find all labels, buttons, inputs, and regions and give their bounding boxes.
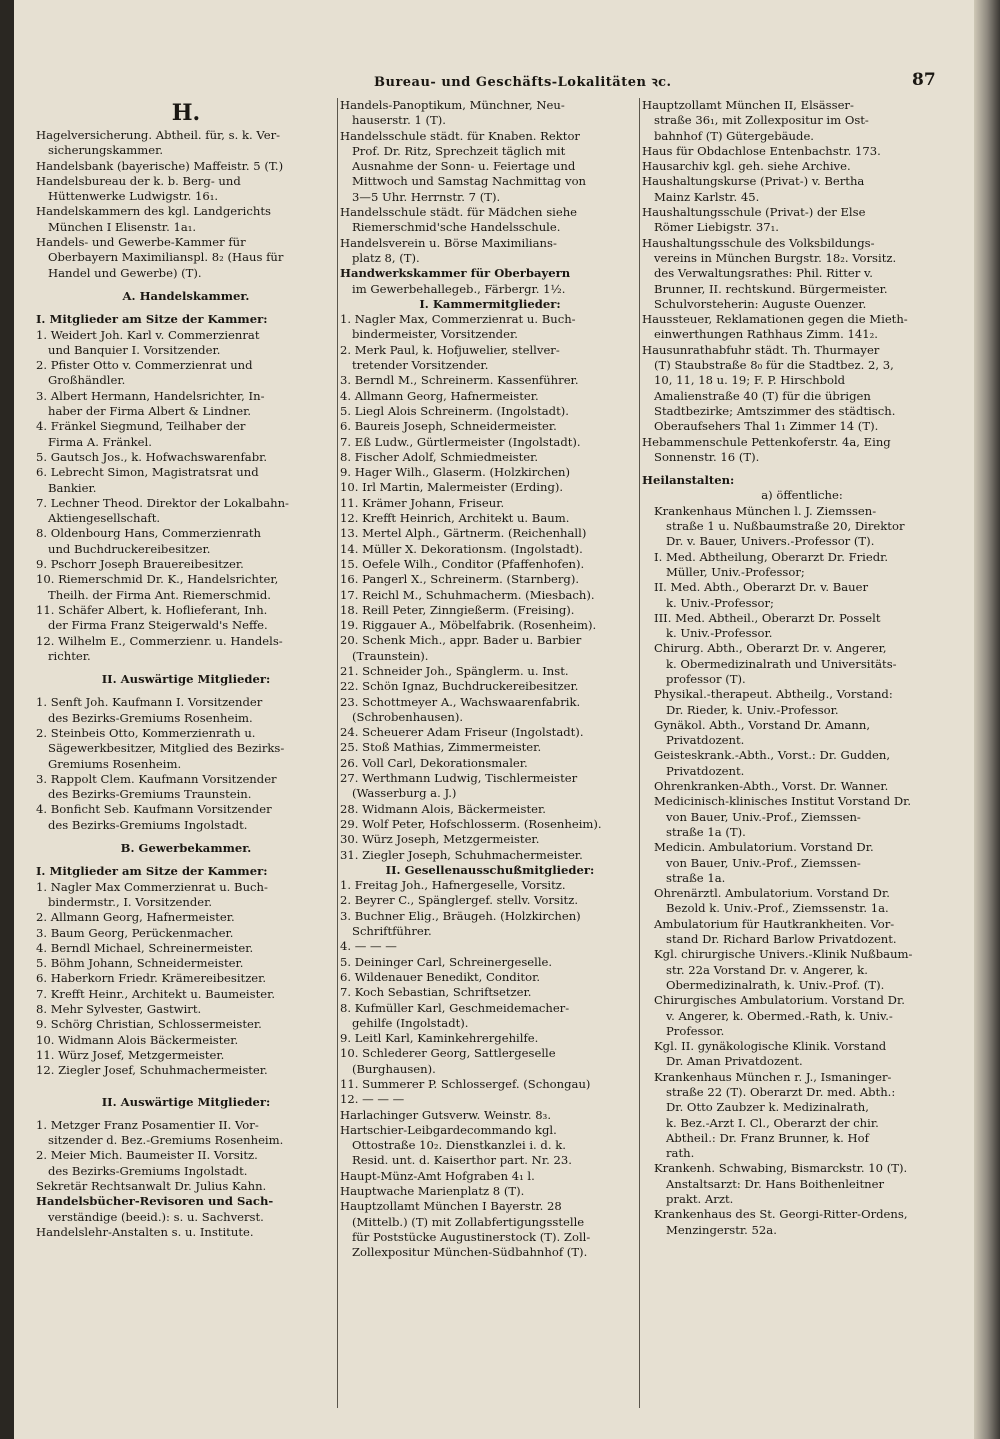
text-line: Handelskammern des kgl. Landgerichts [36,204,271,219]
text-line: Privatdozent. [666,763,745,778]
text-line: 23. Schottmeyer A., Wachswaarenfabrik. [340,694,581,709]
text-line: Mittwoch und Samstag Nachmittag von [352,174,587,189]
text-line: von Bauer, Univ.-Prof., Ziemssen- [666,809,861,824]
text-line: sitzender d. Bez.-Gremiums Rosenheim. [48,1133,284,1148]
spacer [36,1110,336,1118]
text-line: H. [171,100,201,126]
running-title: Bureau- und Geschäfts-Lokalitäten ꝛc. [374,75,672,90]
text-line: 10, 11, 18 u. 19; F. P. Hirschbold [654,373,846,388]
text-line: 4. Fränkel Siegmund, Teilhaber der [36,419,246,434]
text-line: straße 22 (T). Oberarzt Dr. med. Abth.: [666,1085,896,1099]
text-line: Sägewerkbesitzer, Mitglied des Bezirks- [48,741,285,756]
text-line: der Firma Franz Steigerwald's Neffe. [48,618,268,633]
text-line: von Bauer, Univ.-Prof., Ziemssen- [666,855,861,870]
text-line: 3. Buchner Elig., Bräugeh. (Holzkirchen) [340,908,581,923]
text-line: Riemerschmid'sche Handelsschule. [352,220,561,235]
text-line: 22. Schön Ignaz, Buchdruckereibesitzer. [340,679,579,694]
text-line: Handelsbücher-Revisoren und Sach- [36,1194,274,1209]
text-line: 5. Gautsch Jos., k. Hofwachswarenfabr. [36,449,268,464]
text-line: bindermeister, Vorsitzender. [352,327,518,342]
text-line: Hausarchiv kgl. geh. siehe Archive. [642,159,851,174]
text-line: Handelsschule städt. für Mädchen siehe [340,205,578,220]
text-line: 11. Krämer Johann, Friseur. [340,495,505,510]
text-line: sicherungskammer. [48,143,164,158]
text-line: Ambulatorium für Hautkrankheiten. Vor- [654,916,895,931]
text-line: k. Obermedizinalrath und Universitäts- [666,656,897,671]
text-line: 2. Merk Paul, k. Hofjuwelier, stellver- [340,342,560,357]
spacer [36,664,336,672]
text-line: Ausnahme der Sonn- u. Feiertage und [352,159,576,174]
text-line: Aktiengesellschaft. [48,511,161,526]
text-line: 1. Freitag Joh., Hafnergeselle, Vorsitz. [340,878,566,893]
text-line: 7. Koch Sebastian, Schriftsetzer. [340,985,532,1000]
text-line: Firma A. Fränkel. [48,434,152,449]
text-line: Resid. unt. d. Kaiserthor part. Nr. 23. [352,1153,572,1168]
text-line: 3. Baum Georg, Perückenmacher. [36,925,234,940]
text-line: Mainz Karlstr. 45. [654,189,760,204]
text-line: 27. Werthmann Ludwig, Tischlermeister [340,771,578,786]
text-line: Hausunrathabfuhr städt. Th. Thurmayer [642,342,880,357]
text-line: Theilh. der Firma Ant. Riemerschmid. [48,587,271,602]
text-line: Dr. Aman Privatdozent. [666,1054,803,1069]
text-line: bindermstr., I. Vorsitzender. [48,894,213,909]
text-line: II. Auswärtige Mitglieder: [101,672,271,687]
text-line: Sekretär Rechtsanwalt Dr. Julius Kahn. [36,1179,267,1193]
text-line: k. Bez.-Arzt I. Cl., Oberarzt der chir. [666,1115,879,1130]
text-line: 14. Müller X. Dekorationsm. (Ingolstadt). [340,541,583,556]
text-line: und Banquier I. Vorsitzender. [48,342,221,357]
text-line: 2. Allmann Georg, Hafnermeister. [36,910,235,925]
text-line: 30. Würz Joseph, Metzgermeister. [340,832,540,847]
text-line: 6. Lebrecht Simon, Magistratsrat und [36,465,259,480]
text-line: Medicinisch-klinisches Institut Vorstand Dr. [654,794,912,809]
text-line: (Wasserburg a. J.) [352,786,457,801]
text-line: 7. Eß Ludw., Gürtlermeister (Ingolstadt). [340,434,581,449]
text-line: Handels- und Gewerbe-Kammer für [36,235,246,250]
text-line: 2. Pfister Otto v. Commerzienrat und [36,358,253,373]
text-line: 15. Oefele Wilh., Conditor (Pfaffenhofen). [340,556,585,571]
text-line: Handelsbureau der k. b. Berg- und [36,173,241,188]
text-line: Handwerkskammer für Oberbayern [340,266,571,281]
text-line: Ohrenkranken-Abth., Vorst. Dr. Wanner. [654,779,889,794]
text-line: Krankenhaus München r. J., Ismaninger- [654,1069,892,1084]
text-line: Chirurgisches Ambulatorium. Vorstand Dr. [654,993,905,1008]
text-line: Anstaltsarzt: Dr. Hans Boithenleitner [666,1176,885,1191]
text-line: 3. Albert Hermann, Handelsrichter, In- [36,388,265,403]
text-line: (Burghausen). [352,1061,436,1076]
text-line: Römer Liebigstr. 37₁. [654,220,779,235]
text-line: bahnhof (T) Gütergebäude. [654,128,814,143]
text-line: 8. Oldenbourg Hans, Commerzienrath [36,526,262,541]
text-line: 1. Nagler Max Commerzienrat u. Buch- [36,879,268,894]
text-line: 9. Hager Wilh., Glaserm. (Holzkirchen) [340,465,571,480]
text-line: Sonnenstr. 16 (T). [654,449,760,464]
text-line: 2. Beyrer C., Spänglergef. stellv. Vorsitz. [340,893,578,908]
text-line: haber der Firma Albert & Lindner. [48,404,252,419]
text-line: Oberbayern Maximilianspl. 8₂ (Haus für [48,250,284,265]
text-line: 26. Voll Carl, Dekorationsmaler. [340,755,528,770]
text-line: 8. Mehr Sylvester, Gastwirt. [36,1002,202,1017]
text-line: Medicin. Ambulatorium. Vorstand Dr. [654,840,874,855]
text-line: 12. Wilhelm E., Commerzienr. u. Handels- [36,633,283,648]
text-line: Handels-Panoptikum, Münchner, Neu- [340,98,565,112]
text-line: Dr. Otto Zaubzer k. Medizinalrath, [666,1100,869,1115]
text-line: 2. Meier Mich. Baumeister II. Vorsitz. [36,1148,258,1163]
text-line: tretender Vorsitzender. [352,358,489,373]
text-line: Hebammenschule Pettenkoferstr. 4a, Eing [642,434,891,449]
text-line: 3. Rappolt Clem. Kaufmann Vorsitzender [36,771,277,786]
text-line: 4. Berndl Michael, Schreinermeister. [36,940,254,955]
text-line: 10. Riemerschmid Dr. K., Handelsrichter, [36,572,279,587]
text-line: gehilfe (Ingolstadt). [352,1015,469,1030]
text-line: 10. Widmann Alois Bäckermeister. [36,1032,239,1047]
text-line: 6. Haberkorn Friedr. Krämereibesitzer. [36,971,267,986]
text-line: Harlachinger Gutsverw. Weinstr. 8₃. [340,1107,552,1122]
text-line: II. Med. Abth., Oberarzt Dr. v. Bauer [654,580,869,595]
book-gutter [0,0,14,1439]
text-line: (Traunstein). [352,648,429,663]
text-line: 21. Schneider Joh., Spänglerm. u. Inst. [340,663,569,678]
text-line: 5. Liegl Alois Schreinerm. (Ingolstadt). [340,403,569,418]
text-line: Haushaltungskurse (Privat-) v. Bertha [642,174,865,189]
text-line: Physikal.-therapeut. Abtheilg., Vorstand: [654,687,893,702]
text-line: verständige (beeid.): s. u. Sachverst. [48,1209,264,1224]
text-line: München I Elisenstr. 1a₁. [48,219,197,234]
text-line: Handelsschule städt. für Knaben. Rektor [340,128,580,143]
text-line: k. Univ.-Professor; [666,595,774,610]
text-line: v. Angerer, k. Obermed.-Rath, k. Univ.- [666,1008,893,1023]
text-line: I. Med. Abtheilung, Oberarzt Dr. Friedr. [654,549,889,564]
text-line: des Bezirks-Gremiums Rosenheim. [48,710,253,725]
spacer [36,304,336,312]
text-line: I. Kammermitglieder: [419,296,561,311]
text-line: Hauptzollamt München I Bayerstr. 28 [340,1199,562,1214]
text-line: Krankenh. Schwabing, Bismarckstr. 10 (T). [654,1161,908,1176]
text-line: 9. Leitl Karl, Kaminkehrergehilfe. [340,1031,539,1046]
text-line: 13. Mertel Alph., Gärtnerm. (Reichenhall) [340,526,587,541]
text-line: Professor. [666,1023,725,1038]
text-line: 6. Baureis Joseph, Schneidermeister. [340,419,557,434]
text-line: Großhändler. [48,373,126,388]
spacer [36,687,336,695]
text-line: 4. — — — [340,939,397,954]
text-line: 10. Schlederer Georg, Sattlergeselle [340,1046,556,1061]
text-line: 8. Kufmüller Karl, Geschmeidemacher- [340,1000,570,1015]
text-line: Schulvorsteherin: Auguste Ouenzer. [654,296,867,311]
text-line: 12. Krefft Heinrich, Architekt u. Baum. [340,511,570,526]
text-line: Brunner, II. rechtskund. Bürgermeister. [654,281,888,296]
text-line: Handel und Gewerbe) (T). [48,265,202,280]
text-line: Bankier. [48,480,97,495]
text-line: Müller, Univ.-Professor; [666,564,805,579]
text-line: Abtheil.: Dr. Franz Brunner, k. Hof [666,1130,869,1145]
text-line: professor (T). [666,671,746,686]
text-line: platz 8, (T). [352,250,420,265]
text-line: 28. Widmann Alois, Bäckermeister. [340,801,546,816]
text-line: 16. Pangerl X., Schreinerm. (Starnberg). [340,572,580,587]
text-column-middle [340,98,640,1428]
text-line: (Mittelb.) (T) mit Zollabfertigungsstelle [352,1214,585,1229]
text-line: 1. Senft Joh. Kaufmann I. Vorsitzender [36,695,263,710]
text-line: 7. Lechner Theod. Direktor der Lokalbahn- [36,495,289,510]
text-line: Hagelversicherung. Abtheil. für, s. k. Ver- [36,128,281,142]
text-line: 3. Berndl M., Schreinerm. Kassenführer. [340,373,579,388]
text-line: I. Mitglieder am Sitze der Kammer: [36,864,268,879]
text-line: 12. Ziegler Josef, Schuhmachermeister. [36,1063,268,1078]
column-divider [337,98,338,1408]
text-line: des Bezirks-Gremiums Ingolstadt. [48,1163,248,1178]
text-line: prakt. Arzt. [666,1192,734,1207]
text-line: Haus für Obdachlose Entenbachstr. 173. [642,143,881,158]
text-line: II. Auswärtige Mitglieder: [101,1094,271,1109]
text-line: Zollexpositur München-Südbahnhof (T). [352,1245,588,1260]
text-line: Ohrenärztl. Ambulatorium. Vorstand Dr. [654,886,890,901]
text-line: Gremiums Rosenheim. [48,756,182,771]
text-line: Kgl. II. gynäkologische Klinik. Vorstand [654,1039,887,1054]
text-line: stand Dr. Richard Barlow Privatdozent. [666,932,897,947]
text-line: Hüttenwerke Ludwigstr. 16₁. [48,189,219,204]
text-line: rath. [666,1146,695,1161]
text-line: 20. Schenk Mich., appr. Bader u. Barbier [340,633,582,648]
text-column-right [642,98,962,1428]
text-line: Handelslehr-Anstalten s. u. Institute. [36,1224,254,1239]
text-line: 1. Metzger Franz Posamentier II. Vor- [36,1117,259,1132]
text-line: Prof. Dr. Ritz, Sprechzeit täglich mit [352,143,566,158]
text-line: II. Gesellenausschußmitglieder: [385,862,595,877]
text-line: 11. Schäfer Albert, k. Hoflieferant, Inh. [36,602,268,617]
text-line: 9. Pschorr Joseph Brauereibesitzer. [36,557,244,572]
text-line: Gynäkol. Abth., Vorstand Dr. Amann, [654,717,871,732]
text-line: (T) Staubstraße 8₀ für die Stadtbez. 2, 3, [654,358,894,373]
page-edge-shadow [974,0,1000,1439]
spacer [36,833,336,841]
text-line: 18. Reill Peter, Zinngießerm. (Freising). [340,602,575,617]
text-line: Bezold k. Univ.-Prof., Ziemssenstr. 1a. [666,901,889,916]
text-line: 8. Fischer Adolf, Schmiedmeister. [340,449,539,464]
text-line: 31. Ziegler Joseph, Schuhmachermeister. [340,847,583,862]
text-line: Krankenhaus München l. J. Ziemssen- [654,503,877,518]
text-line: Dr. v. Bauer, Univers.-Professor (T). [666,534,875,549]
text-line: straße 1a. [666,870,726,885]
text-line: Dr. Rieder, k. Univ.-Professor. [666,702,839,717]
text-line: Haushaltungsschule (Privat-) der Else [642,205,866,220]
text-line: Haussteuer, Reklamationen gegen die Mieth- [642,312,908,327]
book-page [14,0,974,1439]
text-line: str. 22a Vorstand Dr. v. Angerer, k. [666,962,868,977]
spacer [36,1079,336,1095]
text-line: 4. Allmann Georg, Hafnermeister. [340,388,539,403]
text-line: 9. Schörg Christian, Schlossermeister. [36,1017,262,1032]
text-line: Ottostraße 10₂. Dienstkanzlei i. d. k. [352,1138,566,1153]
text-line: Handelsbank (bayerische) Maffeistr. 5 (T.) [36,158,284,173]
text-line: 24. Scheuerer Adam Friseur (Ingolstadt). [340,725,584,740]
text-line: Chirurg. Abth., Oberarzt Dr. v. Angerer, [654,641,887,656]
text-line: Obermedizinalrath, k. Univ.-Prof. (T). [666,977,885,992]
text-line: des Bezirks-Gremiums Traunstein. [48,787,252,802]
text-line: 19. Riggauer A., Möbelfabrik. (Rosenheim). [340,618,597,633]
text-line: I. Mitglieder am Sitze der Kammer: [36,312,268,327]
text-line: des Bezirks-Gremiums Ingolstadt. [48,817,248,832]
text-column-left [36,98,336,1428]
text-line: 10. Irl Martin, Malermeister (Erding). [340,480,564,495]
text-line: im Gewerbehallegeb., Färbergr. 1½. [352,281,566,296]
text-line: Haushaltungsschule des Volksbildungs- [642,235,875,250]
text-line: Privatdozent. [666,733,745,748]
text-line: hauserstr. 1 (T). [352,113,446,128]
text-line: straße 1a (T). [666,824,746,839]
text-line: einwerthungen Rathhaus Zimm. 141₂. [654,327,878,342]
text-line: Geisteskrank.-Abth., Vorst.: Dr. Gudden, [654,748,891,763]
text-line: 17. Reichl M., Schuhmacherm. (Miesbach). [340,587,595,602]
text-line: 7. Krefft Heinr., Architekt u. Baumeister. [36,986,276,1001]
text-line: 11. Summerer P. Schlossergef. (Schongau) [340,1077,591,1091]
text-line: Stadtbezirke; Amtszimmer des städtisch. [654,403,896,418]
text-line: 1. Nagler Max, Commerzienrat u. Buch- [340,312,576,327]
spacer [642,465,962,473]
text-line: Krankenhaus des St. Georgi-Ritter-Ordens, [654,1207,908,1222]
text-line: 1. Weidert Joh. Karl v. Commerzienrat [36,327,260,342]
spacer [36,281,336,289]
text-line: (Schrobenhausen). [352,709,464,724]
text-line: a) öffentliche: [761,488,843,503]
text-line: A. Handelskammer. [122,288,250,303]
text-line: 3—5 Uhr. Herrnstr. 7 (T). [352,189,501,204]
text-line: 4. Bonficht Seb. Kaufmann Vorsitzender [36,802,272,817]
page-number: 87 [912,70,936,90]
text-line: Oberaufsehers Thal 1₁ Zimmer 14 (T). [654,419,879,434]
text-line: Heilanstalten: [642,473,735,488]
spacer [36,856,336,864]
text-line: III. Med. Abtheil., Oberarzt Dr. Posselt [654,610,881,625]
text-line: Haupt-Münz-Amt Hofgraben 4₁ l. [340,1168,535,1183]
text-line: Menzingerstr. 52a. [666,1222,777,1237]
text-line: Handelsverein u. Börse Maximilians- [340,235,557,250]
text-line: 12. — — — [340,1092,405,1107]
text-line: 5. Böhm Johann, Schneidermeister. [36,956,244,971]
text-line: B. Gewerbekammer. [120,841,252,856]
text-line: Schriftführer. [352,924,432,939]
text-line: Kgl. chirurgische Univers.-Klinik Nußbaum- [654,947,913,962]
text-line: 29. Wolf Peter, Hofschlosserm. (Rosenheim). [340,816,602,831]
text-line: 2. Steinbeis Otto, Kommerzienrath u. [36,725,256,740]
text-line: Amalienstraße 40 (T) für die übrigen [654,388,871,403]
text-line: und Buchdruckereibesitzer. [48,541,211,556]
text-line: des Verwaltungsrathes: Phil. Ritter v. [654,266,873,281]
text-line: 25. Stoß Mathias, Zimmermeister. [340,740,542,755]
text-line: Hauptwache Marienplatz 8 (T). [340,1184,525,1199]
text-line: Hartschier-Leibgardecommando kgl. [340,1122,557,1137]
text-line: 11. Würz Josef, Metzgermeister. [36,1047,225,1062]
text-line: richter. [48,648,91,663]
text-line: k. Univ.-Professor. [666,626,773,641]
text-line: für Poststücke Augustinerstock (T). Zoll- [352,1229,591,1244]
text-line: 6. Wildenauer Benedikt, Conditor. [340,969,541,984]
page-header [14,70,974,96]
text-line: Hauptzollamt München II, Elsässer- [642,98,854,112]
text-line: straße 36₁, mit Zollexpositur im Ost- [654,113,869,128]
text-line: 5. Deininger Carl, Schreinergeselle. [340,954,553,969]
text-line: vereins in München Burgstr. 18₂. Vorsitz. [654,250,897,265]
text-line: straße 1 u. Nußbaumstraße 20, Direktor [666,519,905,534]
